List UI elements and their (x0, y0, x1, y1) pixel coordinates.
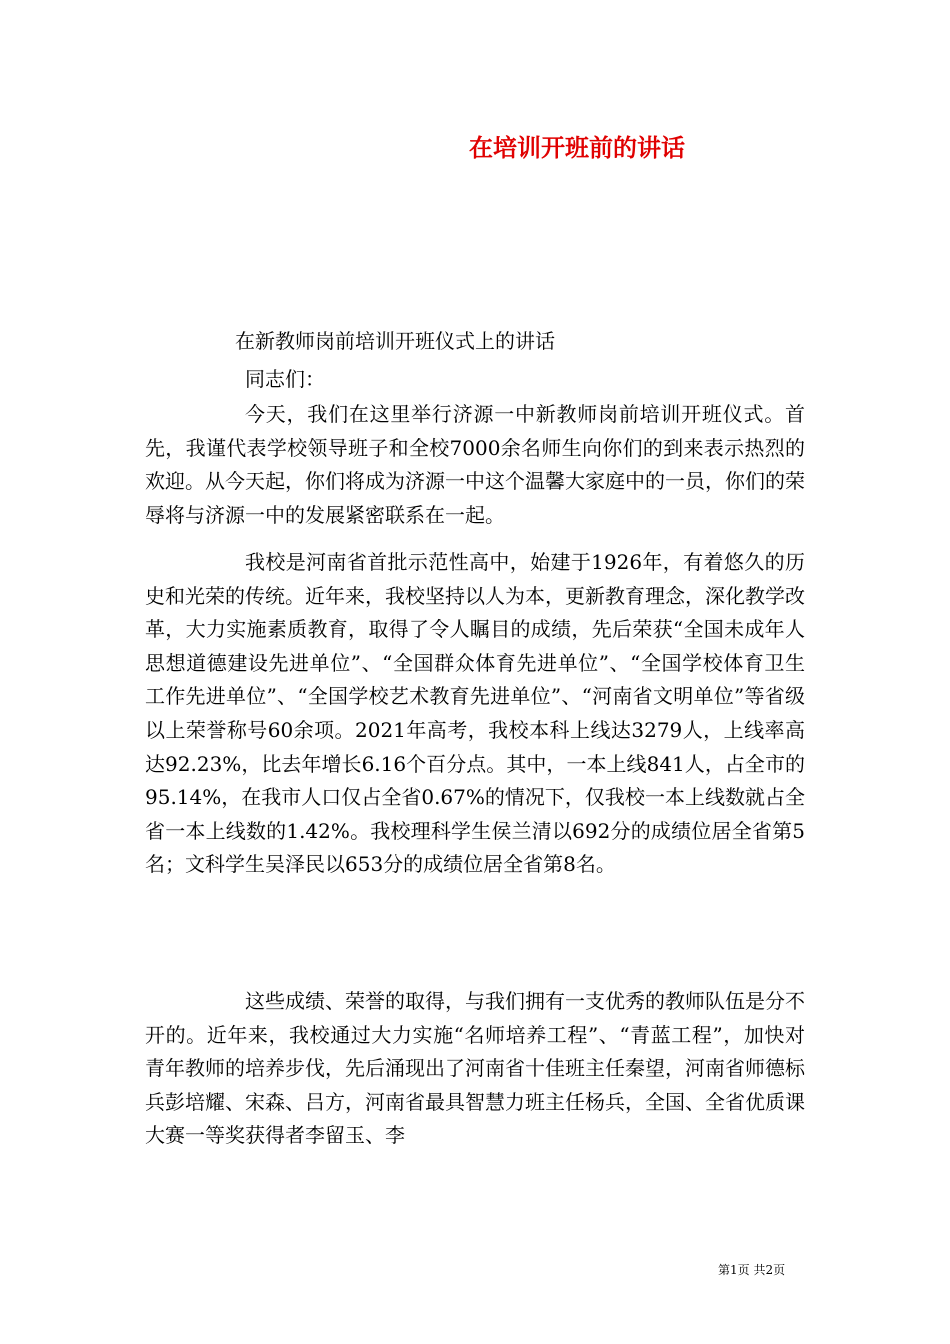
page-title: 在培训开班前的讲话 (469, 133, 685, 162)
salutation: 同志们： (245, 367, 325, 391)
body-paragraph: 我校是河南省首批示范性高中，始建于1926年，有着悠久的历史和光荣的传统。近年来，我校坚持以人为本，更新教育理念，深化教学改革，大力实施素质教育，取得了令人瞩目的成绩，先后荣获“全国未成年人思想道德建设先进单位”、“全国群众体育先进单位”、“全国学校体育卫生工作先进单位”、“全国学校艺术教育先进单位”、“河南省文明单位”等省级以上荣誉称号60余项。2021年高考，我校本科上线达3279人，上线率高达92.23%，比去年增长6.16个百分点。其中，一本上线841人，占全市的95.14%，在我市人口仅占全省0.67%的情况下，仅我校一本上线数就占全省一本上线数的1.42%。我校理科学生侯兰清以692分的成绩位居全省第5名；文科学生吴泽民以653分的成绩位居全省第8名。 (145, 550, 805, 877)
speech-subtitle: 在新教师岗前培训开班仪式上的讲话 (235, 329, 555, 353)
body-paragraph: 今天，我们在这里举行济源一中新教师岗前培训开班仪式。首先，我谨代表学校领导班子和全校7000余名师生向你们的到来表示热烈的欢迎。从今天起，你们将成为济源一中这个温馨大家庭中的一员，你们的荣辱将与济源一中的发展紧密联系在一起。 (145, 402, 805, 527)
body-paragraph: 这些成绩、荣誉的取得，与我们拥有一支优秀的教师队伍是分不开的。近年来，我校通过大力实施“名师培养工程”、“青蓝工程”，加快对青年教师的培养步伐，先后涌现出了河南省十佳班主任秦望，河南省师德标兵彭培耀、宋森、吕方，河南省最具智慧力班主任杨兵，全国、全省优质课大赛一等奖获得者李留玉、李 (145, 989, 805, 1148)
page-indicator: 第1页 共2页 (718, 1263, 786, 1277)
